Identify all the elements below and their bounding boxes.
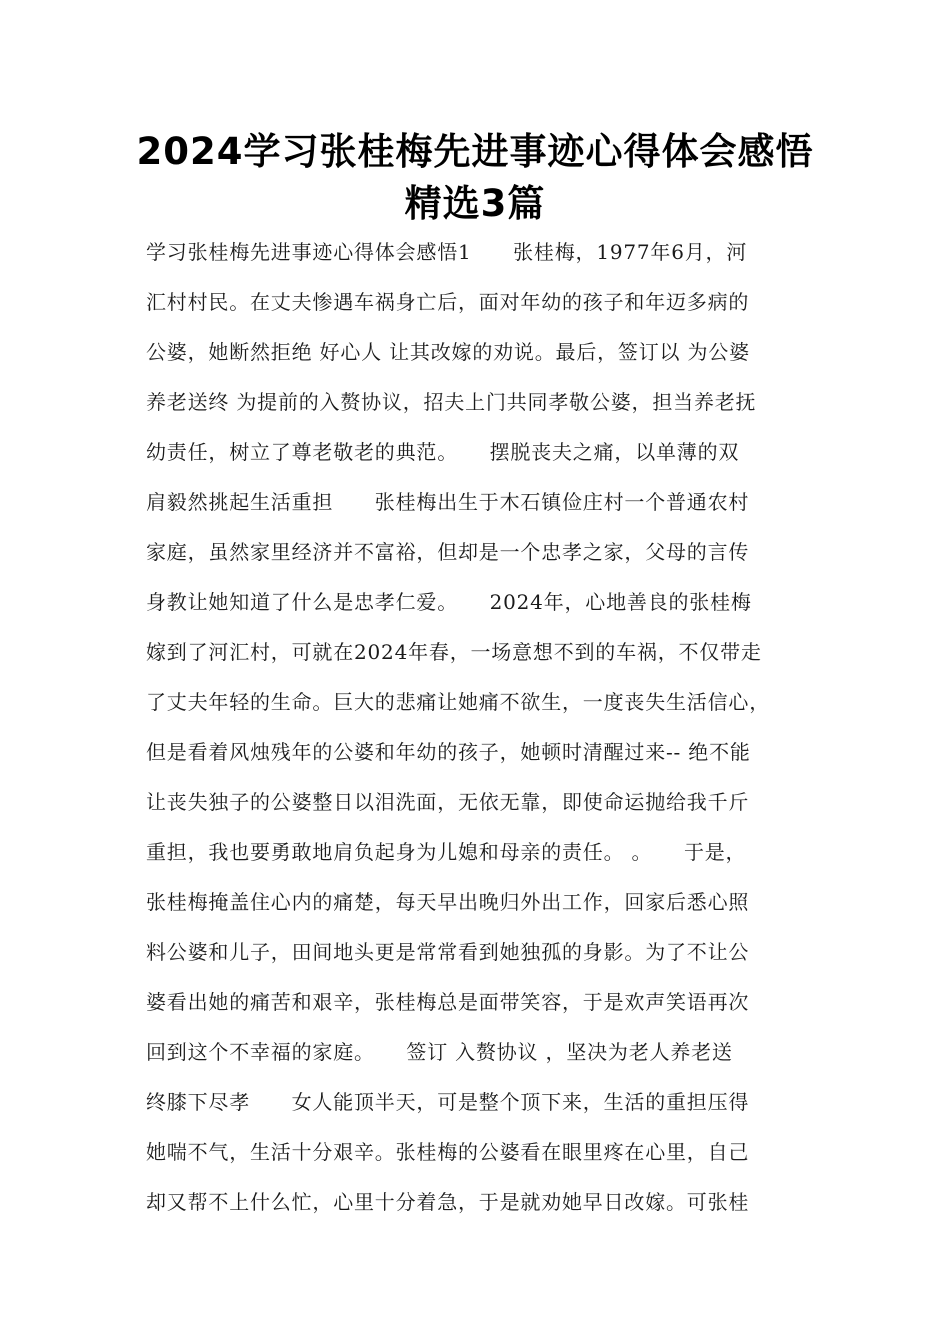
body-line: 身教让她知道了什么是忠孝仁爱。 2024年，心地善良的张桂梅 (146, 590, 752, 614)
body-line: 汇村村民。在丈夫惨遇车祸身亡后，面对年幼的孩子和年迈多病的 (146, 290, 750, 314)
body-line: 料公婆和儿子，田间地头更是常常看到她独孤的身影。为了不让公 (146, 940, 750, 964)
body-line: 回到这个不幸福的家庭。 签订 入赘协议 ，坚决为老人养老送 (146, 1040, 733, 1064)
body-line: 学习张桂梅先进事迹心得体会感悟1 张桂梅，1977年6月，河 (146, 240, 748, 264)
body-line: 公婆，她断然拒绝 好心人 让其改嫁的劝说。最后，签订以 为公婆 (146, 340, 750, 364)
body-line: 但是看着风烛残年的公婆和年幼的孩子，她顿时清醒过来-- 绝不能 (146, 740, 751, 764)
body-line: 肩毅然挑起生活重担 张桂梅出生于木石镇俭庄村一个普通农村 (146, 490, 750, 514)
body-line: 嫁到了河汇村，可就在2024年春，一场意想不到的车祸，不仅带走 (146, 640, 762, 664)
body-line: 了丈夫年轻的生命。巨大的悲痛让她痛不欲生，一度丧失生活信心， (146, 690, 770, 714)
body-line: 家庭，虽然家里经济并不富裕，但却是一个忠孝之家，父母的言传 (146, 540, 750, 564)
body-line: 却又帮不上什么忙，心里十分着急，于是就劝她早日改嫁。可张桂 (146, 1190, 750, 1214)
body-line: 幼责任，树立了尊老敬老的典范。 摆脱丧夫之痛，以单薄的双 (146, 440, 740, 464)
document-title-line-2: 精选3篇 (404, 182, 546, 225)
document-body (146, 232, 836, 1232)
body-line: 张桂梅掩盖住心内的痛楚，每天早出晚归外出工作，回家后悉心照 (146, 890, 750, 914)
body-line: 婆看出她的痛苦和艰辛，张桂梅总是面带笑容，于是欢声笑语再次 (146, 990, 750, 1014)
body-line: 养老送终 为提前的入赘协议，招夫上门共同孝敬公婆，担当养老抚 (146, 390, 757, 414)
body-line: 终膝下尽孝 女人能顶半天，可是整个顶下来，生活的重担压得 (146, 1090, 750, 1114)
body-line: 让丧失独子的公婆整日以泪洗面，无依无靠，即使命运抛给我千斤 (146, 790, 750, 814)
body-line: 她喘不气，生活十分艰辛。张桂梅的公婆看在眼里疼在心里，自己 (146, 1140, 750, 1164)
document-title-line-1: 2024学习张桂梅先进事迹心得体会感悟 (136, 130, 814, 173)
body-line: 重担，我也要勇敢地肩负起身为儿媳和母亲的责任。 。 于是， (146, 840, 747, 864)
